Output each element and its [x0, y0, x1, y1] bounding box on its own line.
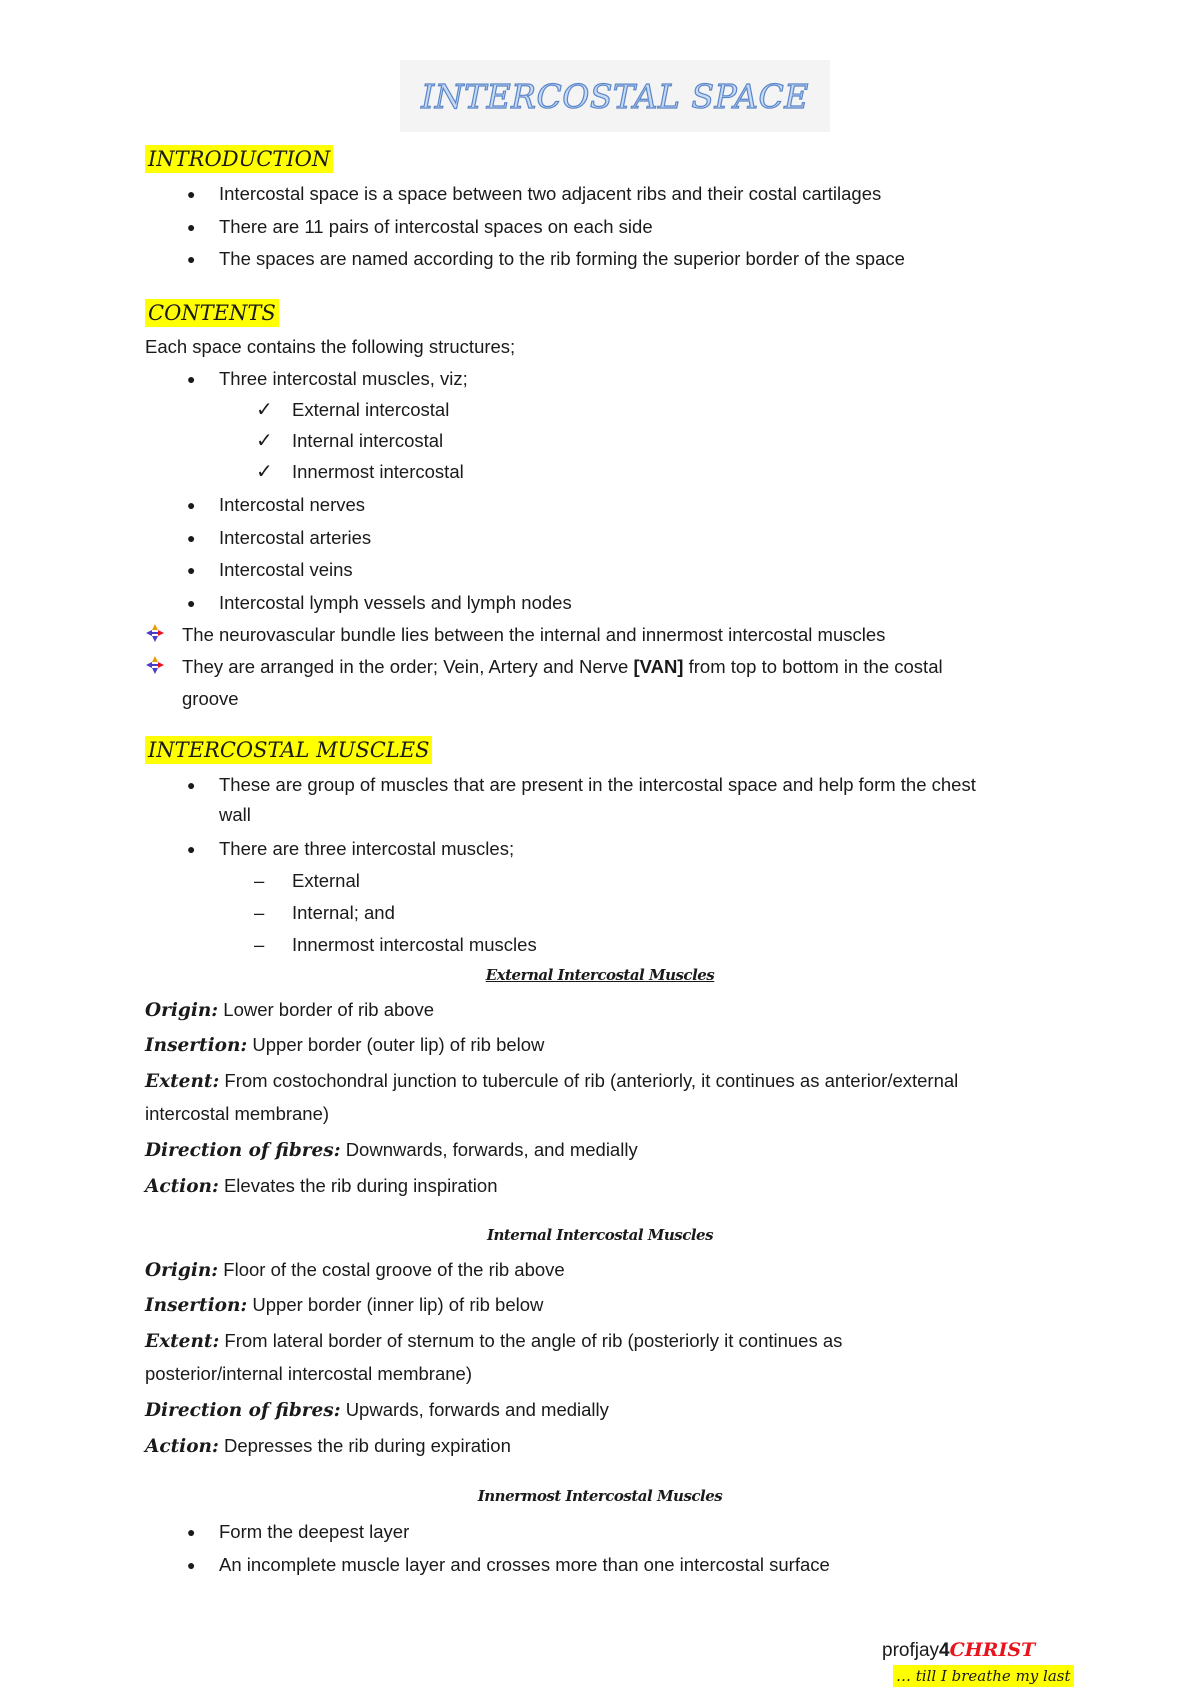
direction-label: Direction of fibres:	[145, 1400, 341, 1421]
brand-tagline: … till I breathe my last	[893, 1665, 1074, 1687]
external-direction-text: Downwards, forwards, and medially	[345, 1139, 638, 1160]
origin-label: Origin:	[145, 1000, 219, 1021]
checkmark-icon: ✓	[256, 430, 273, 452]
external-muscles-title: External Intercostal Muscles	[485, 966, 715, 984]
contents-bullet-4: Intercostal lymph vessels and lymph nodes	[219, 592, 572, 613]
muscles-dash-1: External	[292, 870, 360, 891]
van-abbreviation: [VAN]	[633, 656, 684, 677]
muscles-dash-2: Internal; and	[292, 902, 395, 923]
brand-christ: CHRIST	[949, 1639, 1036, 1661]
bullet-icon: ●	[187, 1524, 196, 1540]
external-action-text: Elevates the rib during inspiration	[223, 1175, 498, 1196]
document-title-box	[400, 60, 830, 132]
bullet-icon: ●	[187, 530, 196, 546]
muscle-check-2: Internal intercostal	[292, 430, 444, 451]
bullet-icon: ●	[187, 595, 196, 611]
muscle-check-3: Innermost intercostal	[292, 461, 464, 482]
innermost-bullet-2: An incomplete muscle layer and crosses more than one intercostal surface	[219, 1554, 830, 1575]
bullet-icon: ●	[187, 371, 196, 387]
insertion-label: Insertion:	[145, 1035, 248, 1056]
introduction-heading: INTRODUCTION	[145, 145, 333, 173]
innermost-bullet-1: Form the deepest layer	[219, 1521, 410, 1542]
bullet-icon: ●	[187, 777, 196, 793]
internal-direction-text: Upwards, forwards and medially	[345, 1399, 609, 1420]
muscles-bullet-1-line1: These are group of muscles that are present in the intercostal space and help form the chest	[219, 774, 976, 795]
internal-extent-text: From lateral border of sternum to the angle of rib (posteriorly it continues as	[224, 1330, 843, 1351]
bullet-icon: ●	[187, 251, 196, 267]
external-insertion	[145, 1034, 544, 1057]
external-direction	[145, 1139, 638, 1162]
checkmark-icon: ✓	[256, 461, 273, 483]
bullet-icon: ●	[187, 497, 196, 513]
van-order-note-line2: groove	[182, 688, 239, 709]
document-title: INTERCOSTAL SPACE	[421, 76, 809, 116]
bullet-icon: ●	[187, 1557, 196, 1573]
internal-muscles-title: Internal Intercostal Muscles	[486, 1226, 714, 1244]
bullet-icon: ●	[187, 186, 196, 202]
author-brand	[882, 1638, 1035, 1663]
dash-icon: –	[254, 934, 265, 955]
contents-intro: Each space contains the following structures;	[145, 336, 516, 357]
external-action	[145, 1175, 498, 1198]
intercostal-muscles-heading: INTERCOSTAL MUSCLES	[145, 736, 432, 764]
internal-origin	[145, 1259, 565, 1282]
dash-icon: –	[254, 902, 265, 923]
internal-insertion-text: Upper border (inner lip) of rib below	[252, 1294, 544, 1315]
muscles-bullet-2: There are three intercostal muscles;	[219, 838, 515, 859]
innermost-muscles-title: Innermost Intercostal Muscles	[477, 1487, 723, 1505]
direction-label: Direction of fibres:	[145, 1140, 341, 1161]
contents-bullet-2: Intercostal arteries	[219, 527, 372, 548]
four-way-arrow-icon	[146, 624, 164, 642]
van-order-text-cont: from top to bottom in the costal	[688, 656, 943, 677]
intro-bullet-2: There are 11 pairs of intercostal spaces on each side	[219, 216, 653, 237]
dash-icon: –	[254, 870, 265, 891]
action-label: Action:	[145, 1176, 219, 1197]
contents-bullet-1: Intercostal nerves	[219, 494, 366, 515]
internal-extent-line2: posterior/internal intercostal membrane)	[145, 1363, 472, 1384]
external-origin-text: Lower border of rib above	[223, 999, 435, 1020]
brand-prefix: profjay	[882, 1640, 940, 1661]
intro-bullet-1: Intercostal space is a space between two adjacent ribs and their costal cartilages	[219, 183, 882, 204]
muscles-bullet-1-line2: wall	[219, 804, 251, 825]
bullet-icon: ●	[187, 219, 196, 235]
muscle-check-1: External intercostal	[292, 399, 450, 420]
intro-bullet-3: The spaces are named according to the rib forming the superior border of the space	[219, 248, 905, 269]
van-order-text: They are arranged in the order; Vein, Artery and Nerve	[182, 656, 629, 677]
brand-four: 4	[939, 1640, 950, 1661]
action-label: Action:	[145, 1436, 219, 1457]
bullet-icon: ●	[187, 841, 196, 857]
contents-bullet-3: Intercostal veins	[219, 559, 353, 580]
internal-action-text: Depresses the rib during expiration	[223, 1435, 511, 1456]
extent-label: Extent:	[145, 1331, 220, 1352]
contents-muscles-bullet: Three intercostal muscles, viz;	[219, 368, 468, 389]
van-order-note	[182, 656, 943, 678]
internal-action	[145, 1435, 511, 1458]
extent-label: Extent:	[145, 1071, 220, 1092]
internal-direction	[145, 1399, 609, 1422]
internal-origin-text: Floor of the costal groove of the rib above	[223, 1259, 565, 1280]
external-extent	[145, 1070, 958, 1093]
four-way-arrow-icon	[146, 656, 164, 674]
bullet-icon: ●	[187, 562, 196, 578]
insertion-label: Insertion:	[145, 1295, 248, 1316]
external-insertion-text: Upper border (outer lip) of rib below	[252, 1034, 545, 1055]
external-extent-line2: intercostal membrane)	[145, 1103, 330, 1124]
external-extent-text: From costochondral junction to tubercule of rib (anteriorly, it continues as anterior/external	[224, 1070, 959, 1091]
contents-heading: CONTENTS	[145, 299, 279, 327]
external-origin	[145, 999, 434, 1022]
internal-insertion	[145, 1294, 543, 1317]
internal-extent	[145, 1330, 842, 1353]
muscles-dash-3: Innermost intercostal muscles	[292, 934, 537, 955]
neurovascular-note: The neurovascular bundle lies between the internal and innermost intercostal muscles	[182, 624, 886, 645]
checkmark-icon: ✓	[256, 399, 273, 421]
origin-label: Origin:	[145, 1260, 219, 1281]
